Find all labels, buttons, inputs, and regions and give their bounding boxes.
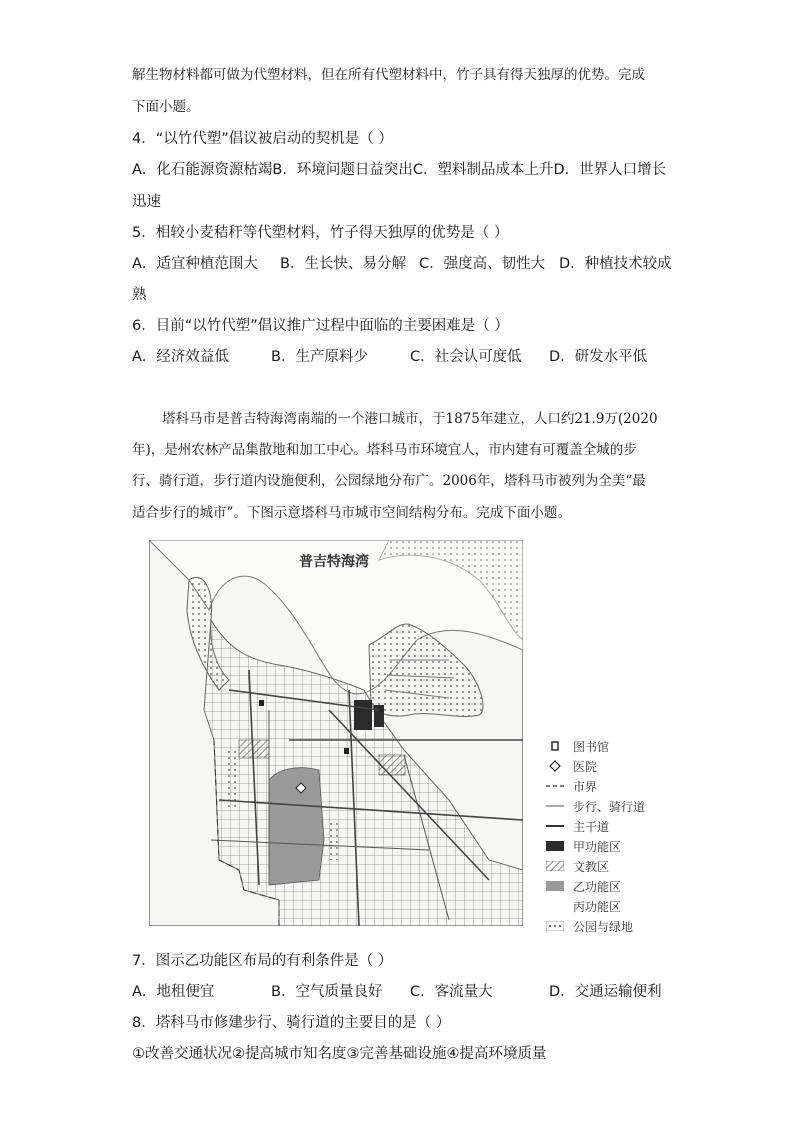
- q5-option-d-cont: 熟: [132, 287, 147, 303]
- thin-line-icon: [545, 800, 565, 812]
- library-marker-2: [259, 700, 264, 706]
- passage-line-3: 行、骑行道，步行道内设施便利，公园绿地分布广。2006年，塔科马市被列为全美“最: [132, 473, 646, 489]
- q4-option-c[interactable]: C．塑料制品成本上升: [412, 162, 554, 178]
- q7-option-d[interactable]: D．交通运输便利: [549, 984, 662, 1000]
- q5-options: [132, 254, 672, 274]
- legend-park: 公园与绿地: [545, 916, 645, 936]
- blank-block-icon: [545, 900, 565, 912]
- q5-option-a[interactable]: A．适宜种植范围大: [132, 256, 258, 272]
- q5-option-d[interactable]: D．种植技术较成: [559, 256, 672, 272]
- legend-zone-c: 丙功能区: [545, 896, 645, 916]
- q4-option-a[interactable]: A．化石能源资源枯竭: [132, 162, 273, 178]
- q6-option-c[interactable]: C．社会认可度低: [410, 349, 522, 365]
- dotted-block-icon: [545, 920, 565, 932]
- hatched-block-icon: [545, 860, 565, 872]
- passage-line-2: 年)，是州农林产品集散地和加工中心。塔科马市环境宜人，市内建有可覆盖全城的步: [132, 442, 637, 458]
- q5-stem: 5．相较小麦秸秆等代塑材料，竹子得天独厚的优势是（ ）: [132, 225, 509, 241]
- q6-option-a[interactable]: A．经济效益低: [132, 349, 229, 365]
- q4-option-d-cont: 迅速: [132, 194, 161, 210]
- q5-option-b[interactable]: B．生长快、易分解: [280, 256, 406, 272]
- legend-hospital: 医院: [545, 756, 645, 776]
- q6-stem: 6．目前“以竹代塑”倡议推广过程中面临的主要困难是（ ）: [132, 318, 509, 334]
- zone-a-block-1: [354, 700, 372, 730]
- q7-options: [132, 982, 662, 1002]
- q4-option-b[interactable]: B．环境问题日益突出: [272, 162, 413, 178]
- bay-label: 普吉特海湾: [299, 554, 369, 570]
- q7-option-b[interactable]: B．空气质量良好: [271, 984, 383, 1000]
- zone-b-block: [269, 768, 324, 885]
- library-icon: [545, 740, 565, 752]
- zone-a-block-2: [374, 705, 384, 727]
- intro-line-2: 下面小题。: [132, 99, 200, 115]
- q5-option-c[interactable]: C．强度高、韧性大: [419, 256, 546, 272]
- grey-block-icon: [545, 880, 565, 892]
- q6-option-b[interactable]: B．生产原料少: [271, 349, 368, 365]
- legend-library: 图书馆: [545, 736, 645, 756]
- hospital-icon: [545, 760, 565, 772]
- city-structure-map: [149, 540, 523, 926]
- legend-city-boundary: 市界: [545, 776, 645, 796]
- q4-stem: 4．“以竹代塑”倡议被启动的契机是（ ）: [132, 131, 393, 147]
- culture-edu-block-1: [239, 740, 269, 758]
- legend-main-road: 主干道: [545, 816, 645, 836]
- passage-line-4: 适合步行的城市”。下图示意塔科马市城市空间结构分布。完成下面小题。: [132, 505, 571, 521]
- library-marker-1: [344, 748, 349, 754]
- q7-option-c[interactable]: C．客流量大: [410, 984, 493, 1000]
- dashed-line-icon: [545, 780, 565, 792]
- q8-stem: 8．塔科马市修建步行、骑行道的主要目的是（ ）: [132, 1015, 451, 1031]
- legend-zone-a: 甲功能区: [545, 836, 645, 856]
- passage-line-1: 塔科马市是普吉特海湾南端的一个港口城市，于1875年建立，人口约21.9万(2020: [162, 411, 658, 427]
- q7-stem: 7．图示乙功能区布局的有利条件是（ ）: [132, 953, 393, 969]
- legend-walk-bike: 步行、骑行道: [545, 796, 645, 816]
- dark-block-icon: [545, 840, 565, 852]
- q7-option-a[interactable]: A．地租便宜: [132, 984, 215, 1000]
- legend-zone-b: 乙功能区: [545, 876, 645, 896]
- q4-options: [132, 160, 666, 180]
- culture-edu-block-2: [379, 755, 405, 775]
- map-legend: [545, 736, 645, 936]
- legend-culture-edu: 文教区: [545, 856, 645, 876]
- intro-line-1: 解生物材料都可做为代塑材料，但在所有代塑材料中，竹子具有得天独厚的优势。完成: [132, 67, 645, 83]
- q8-items: ①改善交通状况②提高城市知名度③完善基础设施④提高环境质量: [132, 1046, 547, 1062]
- q4-option-d[interactable]: D．世界人口增长: [553, 162, 667, 178]
- q6-options: [132, 347, 647, 367]
- q6-option-d[interactable]: D．研发水平低: [549, 349, 648, 365]
- thick-line-icon: [545, 820, 565, 832]
